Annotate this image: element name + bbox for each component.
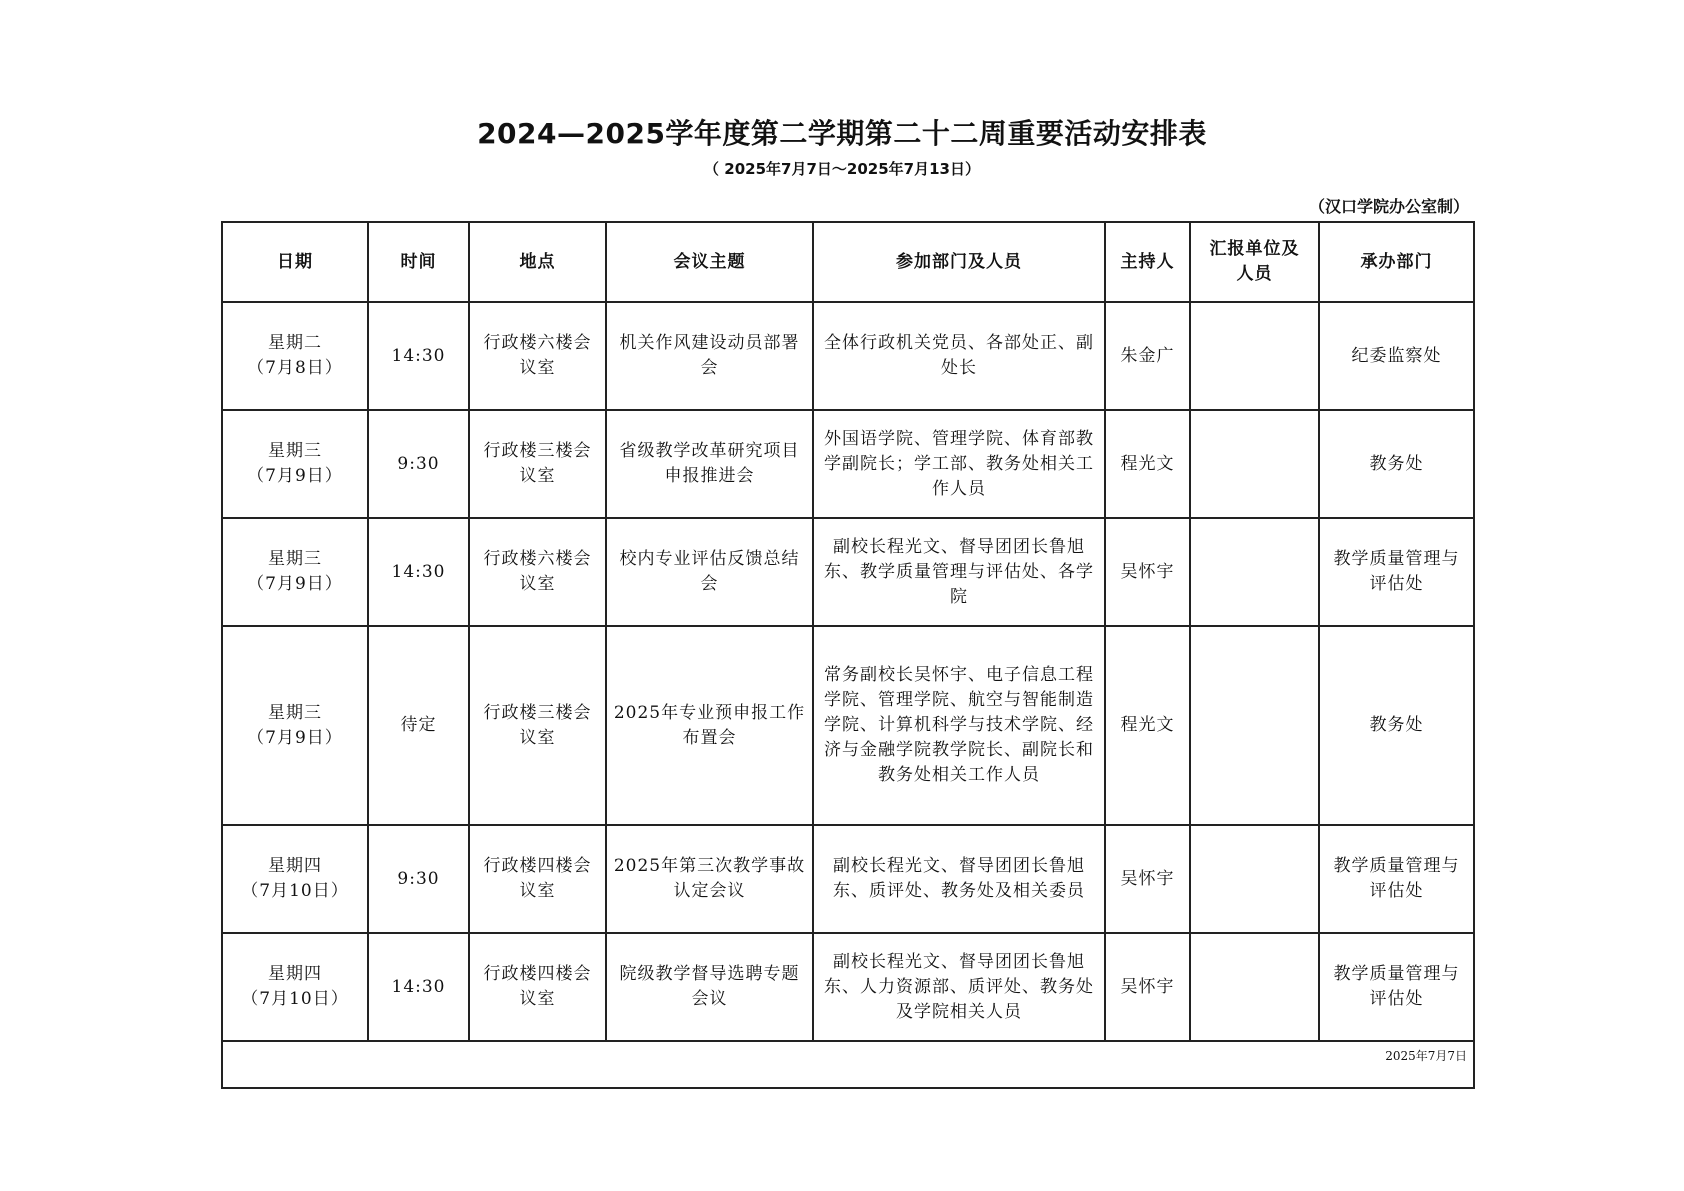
cell-host: 吴怀宇 (1105, 933, 1190, 1041)
header-reporter: 汇报单位及人员 (1190, 222, 1319, 302)
cell-topic: 机关作风建设动员部署会 (606, 302, 813, 410)
cell-host: 吴怀宇 (1105, 825, 1190, 933)
header-location: 地点 (469, 222, 606, 302)
cell-location: 行政楼三楼会议室 (469, 626, 606, 825)
cell-organizer: 教学质量管理与评估处 (1319, 518, 1474, 626)
table-header-row (222, 222, 1474, 302)
cell-organizer: 教务处 (1319, 626, 1474, 825)
cell-location: 行政楼三楼会议室 (469, 410, 606, 518)
header-organizer: 承办部门 (1319, 222, 1474, 302)
cell-participants: 副校长程光文、督导团团长鲁旭东、人力资源部、质评处、教务处及学院相关人员 (813, 933, 1105, 1041)
page-title: 2024—2025学年度第二学期第二十二周重要活动安排表 (477, 117, 1207, 150)
cell-time: 待定 (368, 626, 469, 825)
cell-topic: 院级教学督导选聘专题会议 (606, 933, 813, 1041)
cell-host: 程光文 (1105, 626, 1190, 825)
table-row (222, 626, 1474, 825)
header-host: 主持人 (1105, 222, 1190, 302)
cell-topic: 省级教学改革研究项目申报推进会 (606, 410, 813, 518)
cell-date: 星期三 （7月9日） (222, 518, 368, 626)
cell-date: 星期三 （7月9日） (222, 626, 368, 825)
cell-participants: 全体行政机关党员、各部处正、副处长 (813, 302, 1105, 410)
schedule-table (221, 221, 1475, 1089)
table-row (222, 933, 1474, 1041)
cell-time: 9:30 (368, 410, 469, 518)
cell-topic: 校内专业评估反馈总结会 (606, 518, 813, 626)
header-time: 时间 (368, 222, 469, 302)
cell-participants: 副校长程光文、督导团团长鲁旭东、质评处、教务处及相关委员 (813, 825, 1105, 933)
cell-host: 朱金广 (1105, 302, 1190, 410)
cell-time: 14:30 (368, 518, 469, 626)
cell-reporter (1190, 410, 1319, 518)
date-range: （ 2025年7月7日～2025年7月13日） (704, 160, 980, 178)
table-row (222, 825, 1474, 933)
cell-host: 程光文 (1105, 410, 1190, 518)
cell-date: 星期二 （7月8日） (222, 302, 368, 410)
table-row (222, 302, 1474, 410)
header-date: 日期 (222, 222, 368, 302)
cell-date: 星期四 （7月10日） (222, 825, 368, 933)
cell-participants: 外国语学院、管理学院、体育部教学副院长；学工部、教务处相关工作人员 (813, 410, 1105, 518)
cell-participants: 常务副校长吴怀宇、电子信息工程学院、管理学院、航空与智能制造学院、计算机科学与技术学院、经济与金融学院教学院长、副院长和教务处相关工作人员 (813, 626, 1105, 825)
cell-topic: 2025年第三次教学事故认定会议 (606, 825, 813, 933)
cell-location: 行政楼四楼会议室 (469, 825, 606, 933)
footer-date: 2025年7月7日 (222, 1041, 1474, 1088)
cell-reporter (1190, 302, 1319, 410)
cell-organizer: 教学质量管理与评估处 (1319, 933, 1474, 1041)
cell-reporter (1190, 626, 1319, 825)
cell-organizer: 教务处 (1319, 410, 1474, 518)
cell-host: 吴怀宇 (1105, 518, 1190, 626)
cell-reporter (1190, 933, 1319, 1041)
table-footer-row (222, 1041, 1474, 1088)
cell-location: 行政楼四楼会议室 (469, 933, 606, 1041)
cell-location: 行政楼六楼会议室 (469, 518, 606, 626)
cell-time: 14:30 (368, 302, 469, 410)
cell-location: 行政楼六楼会议室 (469, 302, 606, 410)
cell-topic: 2025年专业预申报工作布置会 (606, 626, 813, 825)
issuer-note: （汉口学院办公室制） (1308, 197, 1469, 216)
cell-date: 星期三 （7月9日） (222, 410, 368, 518)
table-row (222, 410, 1474, 518)
cell-organizer: 纪委监察处 (1319, 302, 1474, 410)
cell-reporter (1190, 518, 1319, 626)
table-row (222, 518, 1474, 626)
header-participants: 参加部门及人员 (813, 222, 1105, 302)
cell-date: 星期四 （7月10日） (222, 933, 368, 1041)
cell-time: 9:30 (368, 825, 469, 933)
header-topic: 会议主题 (606, 222, 813, 302)
cell-organizer: 教学质量管理与评估处 (1319, 825, 1474, 933)
cell-participants: 副校长程光文、督导团团长鲁旭东、教学质量管理与评估处、各学院 (813, 518, 1105, 626)
cell-reporter (1190, 825, 1319, 933)
cell-time: 14:30 (368, 933, 469, 1041)
